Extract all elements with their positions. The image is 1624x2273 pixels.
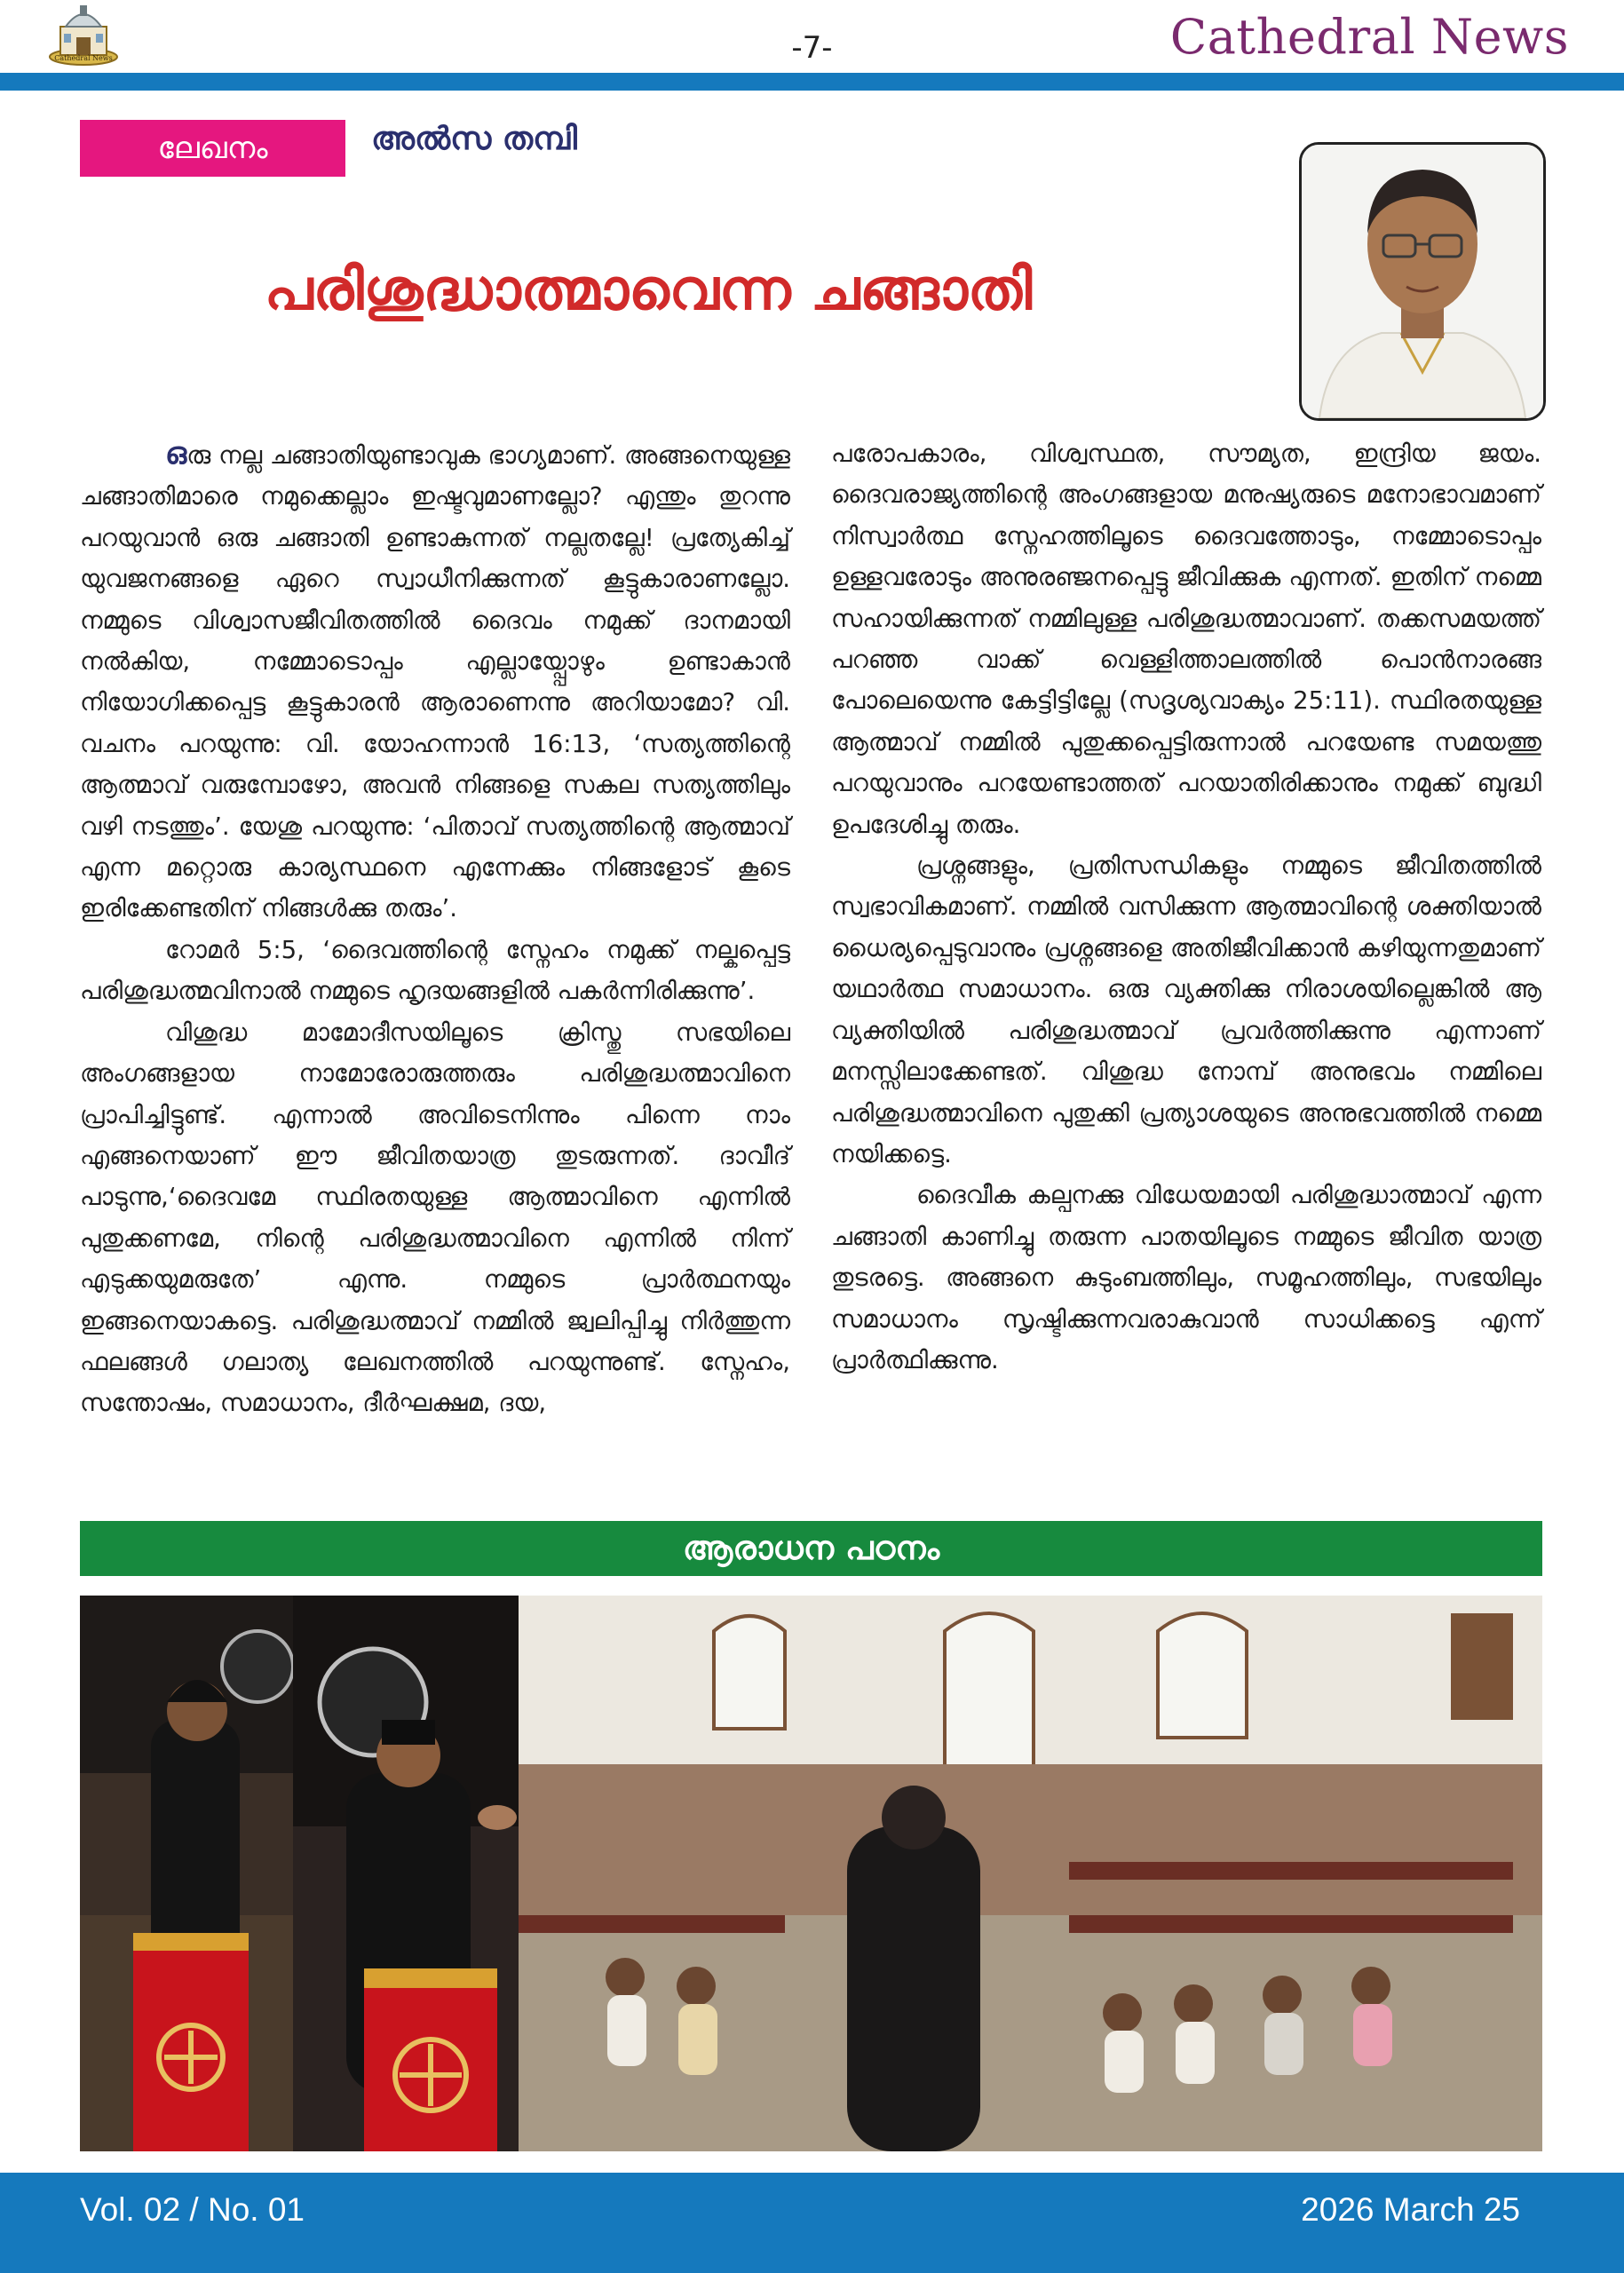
svg-text:Cathedral News: Cathedral News bbox=[54, 54, 113, 62]
paragraph: വിശുദ്ധ മാമോദീസയിലൂടെ ക്രിസ്തു സഭയിലെ അംഗങ്ങളായ നാമോരോരുത്തരും പരിശുദ്ധത്മാവിനെ പ്രാപിച്ചിട്ടുണ്ട്. എന്നാൽ അവിടെനിന്നും പിന്നെ നാം എങ്ങനെയാണ് ഈ ജീവിതയാത്ര തുടരുന്നത്. ദാവീദ് പാടുന്നു,‘ദൈവമേ സ്ഥിരതയുള്ള ആത്മാവിനെ എന്നിൽ പുതുക്കണമേ, നിന്റെ പരിശുദ്ധത്മാവിനെ എന്നിൽ നിന്ന് എടുക്കയുമരുതേ’ എന്നു. നമ്മുടെ പ്രാർത്ഥനയും ഇങ്ങനെയാകട്ടെ. പരിശുദ്ധത്മാവ് നമ്മിൽ ജ്വലിപ്പിച്ചു നിർത്തുന്ന ഫലങ്ങൾ ഗലാത്യ ലേഖനത്തിൽ പറയുന്നുണ്ട്. സ്നേഹം, സന്തോഷം, സമാധാനം, ദീർഘക്ഷമ, ദയ, bbox=[80, 1018, 790, 1418]
drop-cap: ഒ bbox=[165, 436, 187, 471]
author-photo bbox=[1299, 142, 1546, 421]
header-rule bbox=[0, 73, 1624, 91]
article-column-right bbox=[831, 433, 1541, 1381]
photo-priest-at-lectern-1 bbox=[80, 1596, 293, 2151]
paragraph: ദൈവീക കല്പനക്കു വിധേയമായി പരിശുദ്ധാത്മാവ് എന്ന ചങ്ങാതി കാണിച്ചു തരുന്ന പാതയിലൂടെ നമ്മുടെ ജീവിത യാത്ര തുടരട്ടെ. അങ്ങനെ കുടുംബത്തിലും, സമൂഹത്തിലും, സഭയിലും സമാധാനം സൃഷ്ടിക്കുന്നവരാകുവാൻ സാധിക്കട്ടെ എന്ന് പ്രാർത്ഥിക്കുന്നു. bbox=[831, 1181, 1541, 1374]
article-title: പരിശുദ്ധാത്മാവെന്ന ചങ്ങാതി bbox=[264, 257, 1033, 323]
photo-priest-at-lectern-2 bbox=[293, 1596, 519, 2151]
paragraph: റോമർ 5:5, ‘ദൈവത്തിന്റെ സ്നേഹം നമുക്ക് നല്കപ്പെട്ട പരിശുദ്ധത്മവിനാൽ നമ്മുടെ ഹൃദയങ്ങളിൽ പകർന്നിരിക്കുന്നു’. bbox=[80, 935, 790, 1006]
photo-congregation bbox=[519, 1596, 1542, 2151]
author-name: അൽസ തമ്പി bbox=[371, 121, 577, 157]
article-column-left bbox=[80, 433, 790, 1424]
paragraph-text: രു നല്ല ചങ്ങാതിയുണ്ടാവുക ഭാഗ്യമാണ്. അങ്ങനെയുള്ള ചങ്ങാതിമാരെ നമുക്കെല്ലാം ഇഷ്ടവുമാണല്ലോ? എന്തും തുറന്നു പറയുവാൻ ഒരു ചങ്ങാതി ഉണ്ടാകുന്നത് നല്ലതല്ലേ! പ്രത്യേകിച്ച് യുവജനങ്ങളെ ഏറെ സ്വാധീനിക്കുന്നത് കൂട്ടുകാരാണല്ലോ. നമ്മുടെ വിശ്വാസജീവിതത്തിൽ ദൈവം നമുക്ക് ദാനമായി നൽകിയ, നമ്മോടൊപ്പം എല്ലായ്പ്പോഴും ഉണ്ടാകാൻ നിയോഗിക്കപ്പെട്ട കൂട്ടുകാരൻ ആരാണെന്നു അറിയാമോ? വി. വചനം പറയുന്നു: വി. യോഹന്നാൻ 16:13, ‘സത്യത്തിന്റെ ആത്മാവ് വരുമ്പോഴോ, അവൻ നിങ്ങളെ സകല സത്യത്തിലും വഴി നടത്തും’. യേശു പറയുന്നു: ‘പിതാവ് സത്യത്തിന്റെ ആത്മാവ് എന്ന മറ്റൊരു കാര്യസ്ഥനെ എന്നേക്കും നിങ്ങളോട് കൂടെ ഇരിക്കേണ്ടതിന് നിങ്ങൾക്കു തരും’. bbox=[80, 441, 790, 923]
photo-section-heading: ആരാധന പഠനം bbox=[80, 1521, 1542, 1576]
issue-date: 2026 March 25 bbox=[1301, 2191, 1520, 2228]
section-tag: ലേഖനം bbox=[80, 120, 345, 177]
page-number: -7- bbox=[791, 30, 833, 66]
publication-title: Cathedral News bbox=[1169, 9, 1569, 65]
volume-issue: Vol. 02 / No. 01 bbox=[80, 2191, 305, 2228]
paragraph: പ്രശ്നങ്ങളും, പ്രതിസന്ധികളും നമ്മുടെ ജീവിതത്തിൽ സ്വഭാവികമാണ്. നമ്മിൽ വസിക്കുന്ന ആത്മാവിന്റെ ശക്തിയാൽ ധൈര്യപ്പെടുവാനും പ്രശ്നങ്ങളെ അതിജീവിക്കാൻ കഴിയുന്നതുമാണ് യഥാർത്ഥ സമാധാനം. ഒരു വ്യക്തിക്കു നിരാശയില്ലെങ്കിൽ ആ വ്യക്തിയിൽ പരിശുദ്ധത്മാവ് പ്രവർത്തിക്കുന്നു എന്നാണ് മനസ്സിലാക്കേണ്ടത്. വിശുദ്ധ നോമ്പ് അനുഭവം നമ്മിലെ പരിശുദ്ധത്മാവിനെ പുതുക്കി പ്രത്യാശയുടെ അനുഭവത്തിൽ നമ്മെ നയിക്കട്ടെ. bbox=[831, 851, 1541, 1168]
paragraph: പരോപകാരം, വിശ്വസ്ഥത, സൗമ്യത, ഇന്ദ്രിയ ജയം. ദൈവരാജ്യത്തിന്റെ അംഗങ്ങളായ മനുഷ്യരുടെ മനോഭാവമാണ് നിസ്വാർത്ഥ സ്നേഹത്തിലൂടെ ദൈവത്തോടും, നമ്മോടൊപ്പം ഉള്ളവരോടും അനുരഞ്ജനപ്പെട്ടു ജീവിക്കുക എന്നത്. ഇതിന് നമ്മെ സഹായിക്കുന്നത് നമ്മിലുള്ള പരിശുദ്ധത്മാവാണ്. തക്കസമയത്ത് പറഞ്ഞ വാക്ക് വെള്ളിത്താലത്തിൽ പൊൻനാരങ്ങ പോലെയെന്നു കേട്ടിട്ടില്ലേ (സദൃശ്യവാക്യം 25:11). സ്ഥിരതയുള്ള ആത്മാവ് നമ്മിൽ പുതുക്കപ്പെട്ടിരുന്നാൽ പറയേണ്ട സമയത്തു പറയുവാനും പറയേണ്ടാത്തത് പറയാതിരിക്കാനും നമുക്ക് ബുദ്ധി ഉപദേശിച്ചു തരും. bbox=[831, 440, 1541, 839]
paragraph bbox=[80, 433, 790, 930]
